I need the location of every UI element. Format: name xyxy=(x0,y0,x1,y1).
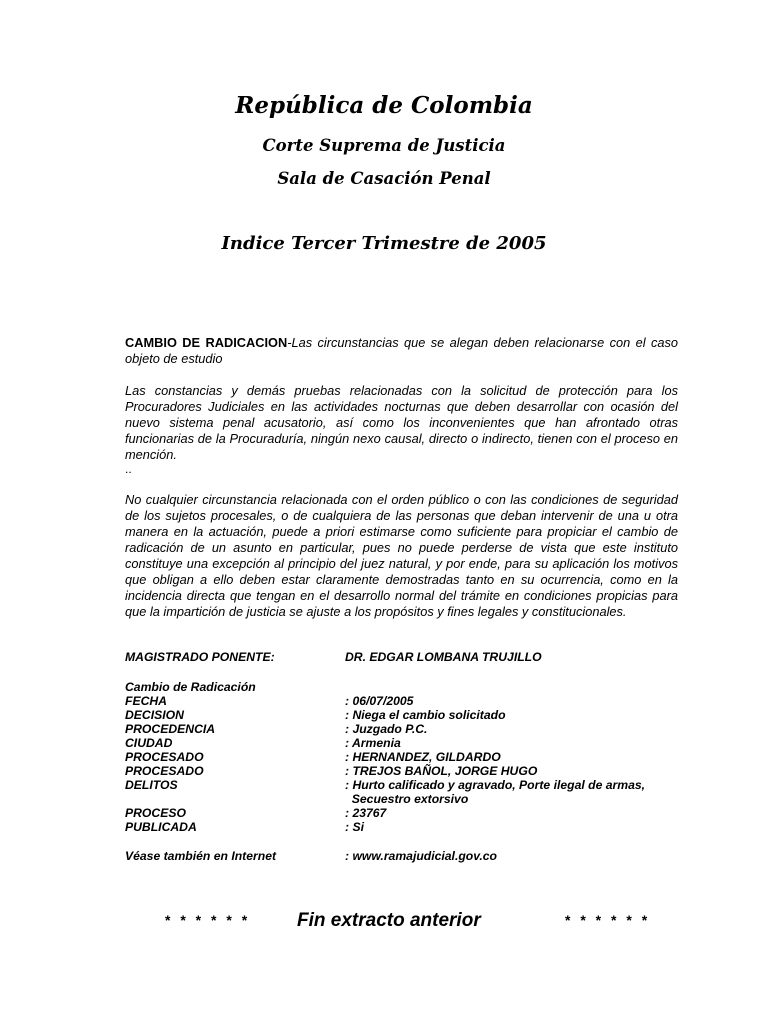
meta-value: : HERNANDEZ, GILDARDO xyxy=(345,750,501,764)
meta-label: PROCESO xyxy=(125,806,186,820)
footer-stars-right: * * * * * * xyxy=(565,912,651,928)
meta-row xyxy=(125,820,685,834)
magistrate-row xyxy=(125,650,685,664)
meta-row xyxy=(125,722,685,736)
footer-stars-left: * * * * * * xyxy=(165,912,251,928)
meta-row xyxy=(125,694,685,708)
meta-label: PROCESADO xyxy=(125,764,204,778)
meta-label: DECISION xyxy=(125,708,184,722)
footer-text: Fin extracto anterior xyxy=(297,910,481,931)
meta-value: : Juzgado P.C. xyxy=(345,722,428,736)
paragraph-1: Las constancias y demás pruebas relacionadas con la solicitud de protección para los Procuradores Judiciales en las actividades nocturnas que deben desarrollar con ocasión del nuevo sistema penal acusatorio, así como los inconvenientes que han afrontado otras funcionarias de la Procuraduría, ningún nexo causal, directo o indirecto, tienen con el proceso en mención. xyxy=(125,383,678,462)
magistrate-label: MAGISTRADO PONENTE: xyxy=(125,650,275,664)
meta-value: : 06/07/2005 xyxy=(345,694,414,708)
meta-row xyxy=(125,736,685,750)
meta-value: : TREJOS BAÑOL, JORGE HUGO xyxy=(345,764,538,778)
internet-row xyxy=(125,849,685,863)
magistrate-value: DR. EDGAR LOMBANA TRUJILLO xyxy=(345,650,542,664)
meta-label: PUBLICADA xyxy=(125,820,197,834)
meta-row xyxy=(125,806,685,820)
meta-label: FECHA xyxy=(125,694,167,708)
meta-row xyxy=(125,792,685,806)
topic-text: -Las circunstancias que se alegan deben relacionarse con el caso objeto de estudio xyxy=(125,335,678,366)
document-title: República de Colombia xyxy=(235,92,533,119)
court-name: Corte Suprema de Justicia xyxy=(262,136,506,155)
paragraph-2: No cualquier circunstancia relacionada con el orden público o con las condiciones de seguridad de los sujetos procesales, o de cualquiera de las personas que deban intervenir de una u otra manera en la actuación, puede a priori estimarse como suficiente para propiciar el cambio de radicación de un asunto en particular, pues no puede perderse de vista que este instituto constituye una excepción al principio del juez natural, y por ende, para su aplicación los motivos que obligan a ello deben estar claramente demostradas tanto en su ocurrencia, como en la incidencia directa que tengan en el desarrollo normal del trámite en condiciones propicias para que la impartición de justicia se ajuste a los propósitos y fines legales y constitucionales. xyxy=(125,492,678,619)
meta-row xyxy=(125,764,685,778)
internet-link[interactable]: : www.ramajudicial.gov.co xyxy=(345,849,497,863)
meta-value: Secuestro extorsivo xyxy=(345,792,469,806)
topic-summary xyxy=(125,335,678,367)
meta-value: : Hurto calificado y agravado, Porte ilegal de armas, xyxy=(345,778,646,792)
case-type: Cambio de Radicación xyxy=(125,680,256,694)
internet-label: Véase también en Internet xyxy=(125,849,277,863)
meta-label: CIUDAD xyxy=(125,736,173,750)
meta-label: DELITOS xyxy=(125,778,178,792)
chamber-name: Sala de Casación Penal xyxy=(277,169,491,188)
meta-value: : 23767 xyxy=(345,806,387,820)
meta-label: PROCESADO xyxy=(125,750,204,764)
meta-label: PROCEDENCIA xyxy=(125,722,216,736)
meta-value: : Si xyxy=(345,820,364,834)
meta-row xyxy=(125,778,685,792)
meta-row xyxy=(125,750,685,764)
separator-dots: .. xyxy=(125,462,132,476)
case-metadata xyxy=(125,680,685,834)
topic-label: CAMBIO DE RADICACION xyxy=(125,335,288,350)
index-title: Indice Tercer Trimestre de 2005 xyxy=(221,233,547,254)
meta-value: : Armenia xyxy=(345,736,401,750)
meta-value: : Niega el cambio solicitado xyxy=(345,708,506,722)
meta-row xyxy=(125,708,685,722)
